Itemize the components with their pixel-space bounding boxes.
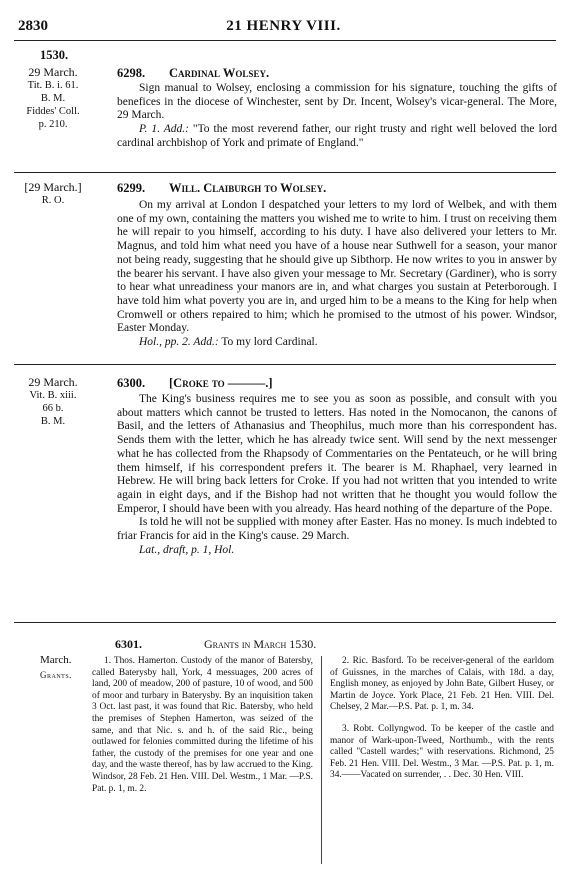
grant-item: 2. Ric. Basford. To be receiver-general of the earldom of Guissnes, in the marches of Calais, with 18d. a day, English money, as enjoyed by John Bate, Gilbert Husey, or Martin de Joyce. York Place, 21 Feb. 21 Hen. VIII. Del. Chelsey, 2 Mar.—P.S. Pat. p. 1, m. 34. <box>330 656 554 713</box>
note-text: "To the most reverend father, our right trusty and right well beloved the lord cardinal archbishop of York and primate of England." <box>117 123 557 149</box>
running-title: 21 HENRY VIII. <box>226 18 341 34</box>
entry-paragraph: The King's business requires me to see you as soon as possible, and consult with you about matters which cannot be trusted to letters. Has noted in the Nomocanon, the canons of Basil, and the letters of Athanasius and Theophilus, much more than his correspondent has. Sends them with the letter, which he has already twice sent. Will send by the next messenger what he has collected from the Rhapsody of Commentaries on the Pentateuch, or he will bring them himself, if his correspondent prefers it. The bearer is M. Rhaphael, very learned in Hebrew. He will bring back letters for Croke. If you had not written that you intended to write again in eight days, and if the Bishop had not written that he thought you would follow the Emperor, I should have been with you already. Has heard nothing of the departure of the Pope. <box>117 393 557 515</box>
entry-heading-6299 <box>117 181 326 196</box>
header-rule <box>14 40 556 41</box>
entry-note <box>117 544 557 558</box>
note-prefix: Hol., pp. 2. Add.: <box>139 336 219 349</box>
entry-title: Cardinal Wolsey. <box>169 66 270 80</box>
source-ref: B. M. <box>40 416 66 427</box>
entry-date: 29 March. <box>28 375 78 389</box>
grants-heading <box>115 637 316 652</box>
grants-column-left <box>92 656 313 805</box>
grants-month: March. <box>40 654 72 666</box>
note-prefix: Lat., draft, p. 1, Hol. <box>139 543 235 556</box>
entry-body-6300 <box>117 393 557 557</box>
entry-body-6299 <box>117 199 557 350</box>
entry-title: Will. Claiburgh to Wolsey. <box>169 181 327 195</box>
entry-number: 6301. <box>115 637 142 651</box>
note-prefix: P. 1. Add.: <box>139 123 189 136</box>
source-ref: B. M. <box>40 93 66 104</box>
grant-item: 3. Robt. Collyngwod. To be keeper of the castle and manor of Wark-upon-Tweed, Northumb., with the rents called "Castell wardes;" with reservations. Richmond, 25 Feb. 21 Hen. VIII. Del. Westm., 3 Mar. —P.S. Pat. p. 1, m. 34.——Vacated on surrender, . . Dec. 30 Hen. VIII. <box>330 723 554 781</box>
entry-margin-6300 <box>14 376 92 428</box>
entry-body-6298 <box>117 82 557 151</box>
entry-note <box>117 336 557 350</box>
source-ref: Fiddes' Coll. <box>26 106 80 117</box>
entry-heading-6298 <box>117 66 269 81</box>
entry-date: 29 March. <box>28 65 78 79</box>
note-text: To my lord Cardinal. <box>218 336 318 349</box>
grant-item: 1. Thos. Hamerton. Custody of the manor of Batersby, called Baterysby hall, York, 4 messuages, 200 acres of land, 200 of meadow, 200 of pasture, 10 of wood, and 500 of moor and turbary in Baterysby. By an inquisition taken 3 Oct. last past, it was found that Ric. Batersby, who held the premises of Stephen Hamerton, was seized of the same, and that Nic. s. and h. of the said Ric., being outlawed for felonies committed during the lifetime of his father, the custody of the premises for one year and one day, and the waste thereof, has by law accrued to the King. Windsor, 28 Feb. 21 Hen. VIII. Del. Westm., 1 Mar. —P.S. Pat. p. 1, m. 2. <box>92 656 313 794</box>
grants-label: Grants. <box>40 670 72 680</box>
source-ref: Tit. B. i. 61. <box>27 80 79 91</box>
entry-heading-6300 <box>117 376 273 391</box>
page-number: 2830 <box>18 18 48 34</box>
grants-column-right <box>330 656 554 792</box>
entry-paragraph: Sign manual to Wolsey, enclosing a commission for his signature, touching the gifts of benefices in the diocese of Winchester, sent by Dr. Incent, Wolsey's vicar-general. The More, 29 March. <box>117 82 557 122</box>
grants-title: Grants in March 1530. <box>204 637 317 651</box>
source-ref: Vit. B. xiii. <box>29 390 77 401</box>
entry-paragraph: On my arrival at London I despatched your letters to my lord of Welbek, and with them one of my own, containing the matters you wished me to write to him. I trust on receiving them he will repair to you himself, according to his duty. I have also delivered your letters to Mr. Magnus, and told him what need you have of a house near Suthwell for a season, your manor not being ready, suggesting that he should give up Sibthorp. He now writes to you in answer by the bearer his servant. I have also given your message to Mr. Secretary (Gardiner), who is sorry to hear what unreadiness your manors are in, and what charges you sustain at Peterborough. I have told him what poverty you are in, and urged him to be a means to the King for help when Cromwell or others repaired to him; which he promised to the utmost of his power. Windsor, Easter Monday. <box>117 199 557 335</box>
source-ref: p. 210. <box>38 119 68 130</box>
entry-separator <box>14 622 556 623</box>
entry-separator <box>14 364 556 365</box>
entry-title: [Croke to ———.] <box>169 376 273 390</box>
entry-note <box>117 123 557 150</box>
entry-number: 6300. <box>117 376 146 390</box>
entry-paragraph: Is told he will not be supplied with money after Easter. Has no money. Is much indebted to friar Francis for aid in the King's cause. 29 March. <box>117 516 557 543</box>
year-heading: 1530. <box>40 48 69 62</box>
column-divider <box>321 656 322 864</box>
source-ref: 66 b. <box>42 403 64 414</box>
entry-margin-6298 <box>14 66 92 131</box>
entry-margin-6299 <box>14 181 92 207</box>
grants-margin <box>40 654 72 680</box>
source-ref: R. O. <box>41 195 65 206</box>
entry-separator <box>14 172 556 173</box>
entry-number: 6298. <box>117 66 146 80</box>
entry-number: 6299. <box>117 181 146 195</box>
entry-date: [29 March.] <box>24 180 82 194</box>
